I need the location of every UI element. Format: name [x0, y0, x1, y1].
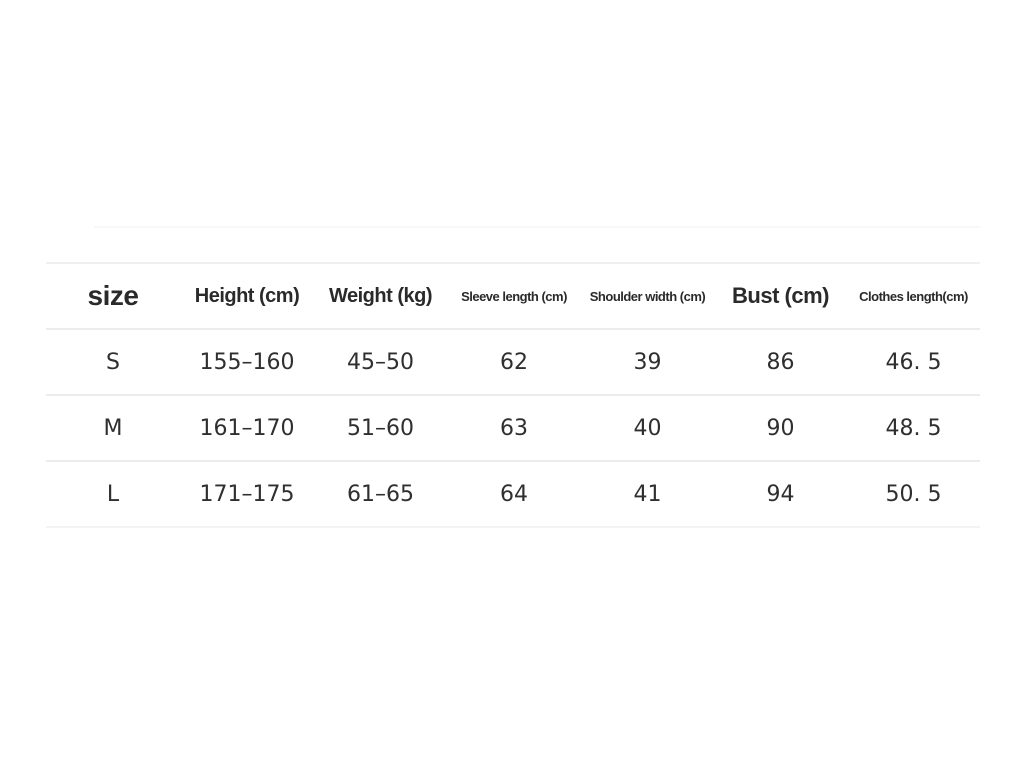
cell-clothes-length: 48. 5	[847, 395, 980, 461]
cell-sleeve-length: 62	[447, 329, 581, 395]
cell-bust: 94	[714, 461, 847, 527]
size-chart-table	[46, 262, 980, 528]
cell-height: 155–160	[180, 329, 314, 395]
header-height: Height (cm)	[180, 263, 314, 329]
cell-sleeve-length: 63	[447, 395, 581, 461]
header-row	[46, 263, 980, 329]
cell-shoulder-width: 41	[581, 461, 714, 527]
header-clothes-length: Clothes length(cm)	[847, 263, 980, 329]
cell-sleeve-length: 64	[447, 461, 581, 527]
faint-divider	[94, 226, 980, 228]
cell-bust: 90	[714, 395, 847, 461]
cell-weight: 45–50	[314, 329, 447, 395]
cell-shoulder-width: 40	[581, 395, 714, 461]
cell-size: M	[46, 395, 180, 461]
cell-weight: 51–60	[314, 395, 447, 461]
header-sleeve-length: Sleeve length (cm)	[447, 263, 581, 329]
cell-clothes-length: 46. 5	[847, 329, 980, 395]
cell-bust: 86	[714, 329, 847, 395]
cell-clothes-length: 50. 5	[847, 461, 980, 527]
table-row	[46, 461, 980, 527]
header-weight: Weight (kg)	[314, 263, 447, 329]
cell-height: 171–175	[180, 461, 314, 527]
header-bust: Bust (cm)	[714, 263, 847, 329]
cell-height: 161–170	[180, 395, 314, 461]
cell-size: L	[46, 461, 180, 527]
table-row	[46, 395, 980, 461]
header-shoulder-width: Shoulder width (cm)	[581, 263, 714, 329]
cell-size: S	[46, 329, 180, 395]
header-size: size	[46, 263, 180, 329]
cell-weight: 61–65	[314, 461, 447, 527]
table-row	[46, 329, 980, 395]
cell-shoulder-width: 39	[581, 329, 714, 395]
